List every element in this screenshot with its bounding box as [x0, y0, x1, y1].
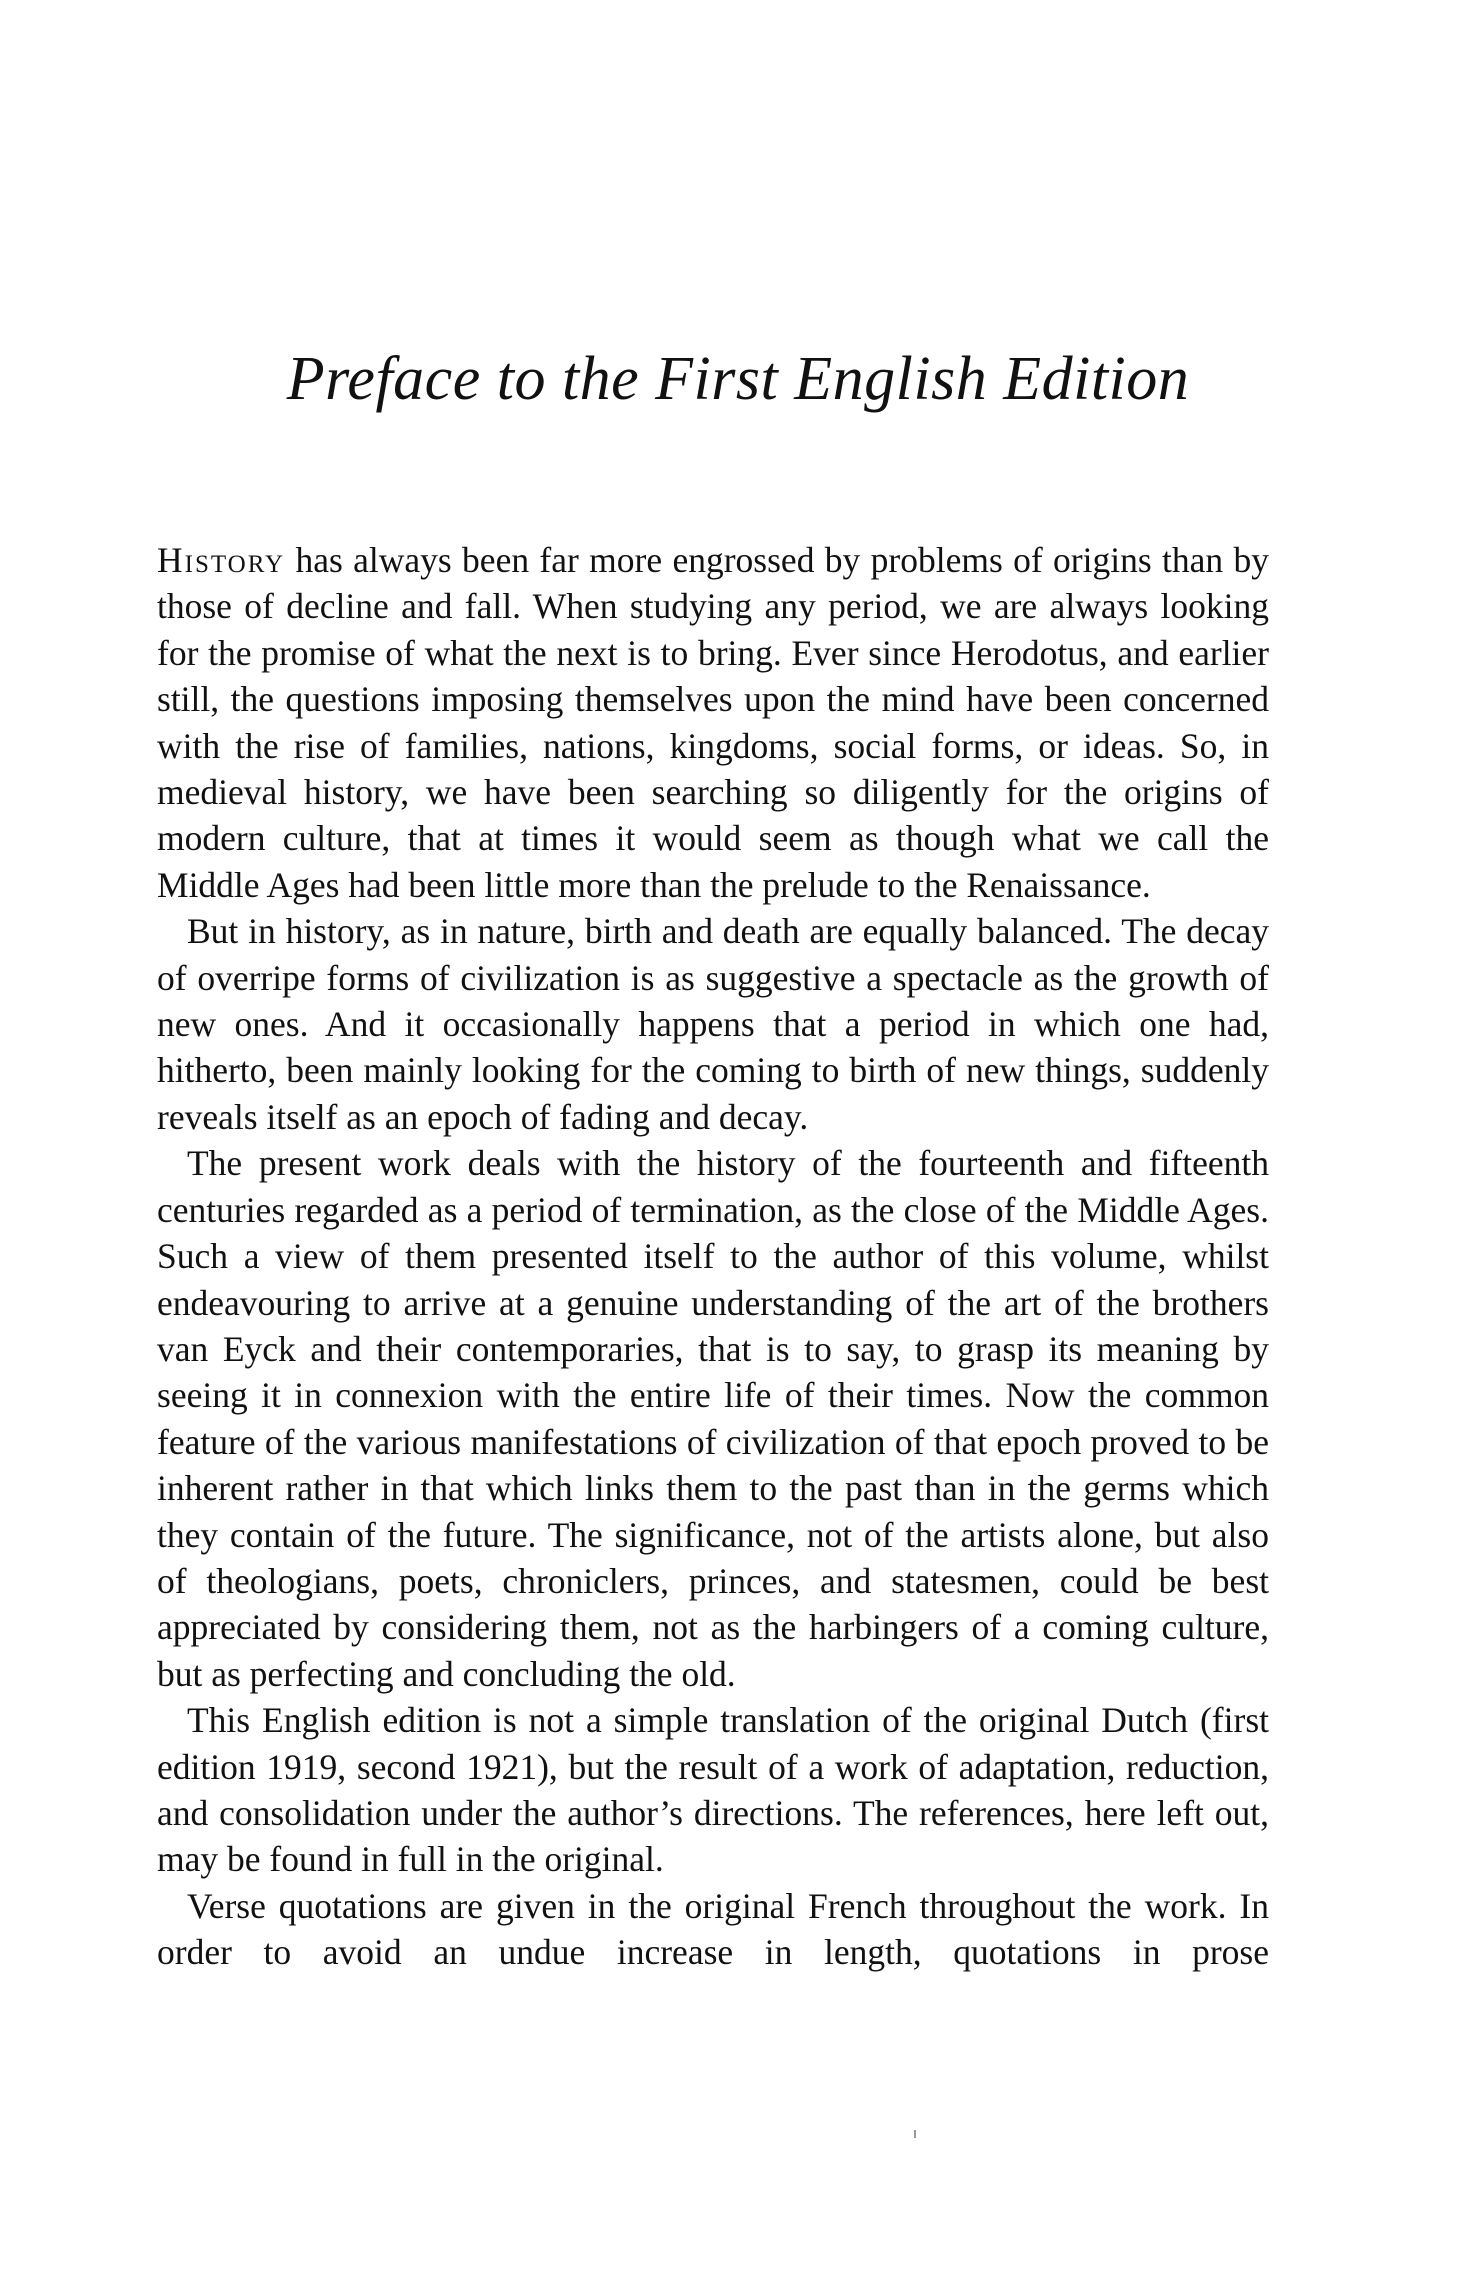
paragraph-2: [157, 908, 1269, 1140]
paragraph-4: [157, 1697, 1269, 1883]
paragraph-5-text: Verse quotations are given in the original French throughout the work. In order to avoid an undue increase in length, quotations in prose: [157, 1885, 1269, 1973]
paragraph-2-text: But in history, as in nature, birth and death are equally balanced. The decay of overripe forms of civilization is as suggestive a spectacle as the growth of new ones. And it occasionally happens that a period in which one had, hitherto, been mainly looking for the coming to birth of new things, suddenly reveals itself as an epoch of fading and decay.: [157, 911, 1269, 1137]
paragraph-3: [157, 1140, 1269, 1697]
paragraph-1-lead-word: History: [157, 540, 286, 580]
paragraph-5: [157, 1883, 1269, 1976]
paragraph-1: [157, 537, 1269, 908]
paragraph-4-text: This English edition is not a simple translation of the original Dutch (first edition 1919, second 1921), but the result of a work of adaptation, reduction, and consolidation under the author’s directions. The references, here left out, may be found in full in the original.: [157, 1700, 1269, 1880]
paragraph-1-text: has always been far more engrossed by problems of origins than by those of decline and fall. When studying any period, we are always looking for the promise of what the next is to bring. Ever since Herodotus, and earlier still, the questions imposing themselves upon the mind have been concerned with the rise of families, nations, kingdoms, social forms, or ideas. So, in medieval history, we have been searching so diligently for the origins of modern culture, that at times it would seem as though what we call the Middle Ages had been little more than the prelude to the Renaissance.: [157, 540, 1269, 905]
page-title: Preface to the First English Edition: [286, 345, 1190, 413]
preface-body: [157, 537, 1269, 1976]
paragraph-3-text: The present work deals with the history of the fourteenth and fifteenth centuries regarded as a period of termination, as the close of the Middle Ages. Such a view of them presented itself to the author of this volume, whilst endeavouring to arrive at a genuine understanding of the art of the brothers van Eyck and their contemporaries, that is to say, to grasp its meaning by seeing it in connexion with the entire life of their times. Now the common feature of the various manifestations of civilization of that epoch proved to be inherent rather in that which links them to the past than in the germs which they contain of the future. The significance, not of the artists alone, but also of theologians, poets, chroniclers, princes, and statesmen, could be best appreciated by considering them, not as the harbingers of a coming culture, but as perfecting and concluding the old.: [157, 1143, 1269, 1694]
print-speck: [914, 2130, 916, 2138]
